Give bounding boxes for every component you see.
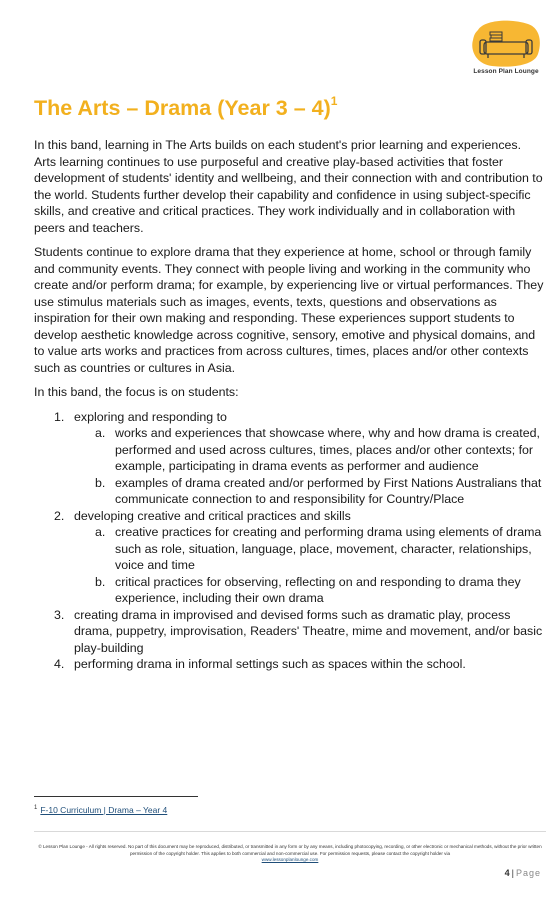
logo — [470, 20, 542, 82]
sub-list-letter: b. — [95, 574, 106, 589]
copyright-text: © Lesson Plan Lounge - All rights reserved. No part of this document may be reproduced, distributed, or transmitted in any form or by any means, including photocopying, recording, or other electronic or mechanical methods, without the prior written permission of the copyright holder. This applies to both commercial and non-commercial use. For permission requests, please contact the copyright holder via — [38, 844, 542, 856]
list-number: 1. — [54, 409, 65, 424]
sub-list — [74, 425, 544, 508]
paragraph-focus: In this band, the focus is on students: — [34, 385, 239, 399]
list-item — [34, 607, 544, 657]
title-footnote-marker[interactable]: 1 — [330, 94, 338, 108]
body-text — [34, 137, 544, 673]
footnote-marker: 1 — [34, 805, 38, 812]
list-item-text: exploring and responding to — [74, 409, 227, 424]
list-item-text: performing drama in informal settings such as spaces within the school. — [74, 657, 466, 671]
list-number: 2. — [54, 508, 65, 523]
list-item — [34, 409, 544, 508]
sub-list-item-text: examples of drama created and/or performed by First Nations Australians that communicate connection to and responsibility for Country/Place — [115, 475, 542, 506]
sub-list-item-text: works and experiences that showcase where, why and how drama is created, performed and used across cultures, times, places and/or other contexts; for example, participating in drama events as performer and audience — [115, 426, 540, 473]
footer-divider — [34, 831, 546, 832]
page-number — [505, 868, 541, 878]
list-item-text: developing creative and critical practices and skills — [74, 508, 351, 523]
list-item — [34, 656, 544, 673]
sub-list-item — [74, 574, 544, 607]
sub-list-item — [74, 475, 544, 508]
sub-list-item-text: creative practices for creating and performing drama using elements of drama such as role, situation, language, place, movement, character, relationships, voice and time — [115, 525, 542, 572]
sub-list-letter: a. — [95, 525, 106, 539]
sub-list-item — [74, 524, 544, 574]
title-text: The Arts – Drama (Year 3 – 4) — [34, 96, 331, 121]
list-number: 4. — [54, 657, 65, 671]
list-item-text: creating drama in improvised and devised forms such as dramatic play, process drama, puppetry, improvisation, Readers' Theatre, mime and movement, and/or basic play-building — [74, 607, 543, 655]
page-label: Page — [515, 868, 541, 878]
copyright-notice — [34, 844, 546, 864]
list-number: 3. — [54, 607, 65, 622]
footnote-link[interactable]: F-10 Curriculum | Drama – Year 4 — [40, 805, 168, 815]
sub-list-letter: a. — [95, 426, 106, 440]
logo-text: Lesson Plan Lounge — [473, 68, 539, 75]
page-number-value: 4 — [504, 868, 510, 878]
copyright-link[interactable]: www.lessonplanlounge.com — [261, 857, 319, 863]
paragraph-intro: In this band, learning in The Arts builds on each student's prior learning and experiences. Arts learning continues to use purposeful and creative play-based activities that foster development of students' identity and wellbeing, and their connection with and contribution to the world. Students further develop their capability and confidence in using subject-specific skills, and creative and critical practices. They work individually and in collaboration with peers and teachers. — [34, 138, 543, 235]
sub-list-item — [74, 425, 544, 475]
list-item — [34, 508, 544, 607]
footnote-divider — [34, 796, 198, 797]
sub-list-letter: b. — [95, 475, 106, 490]
sub-list-item-text: critical practices for observing, reflecting on and responding to drama they experience, including their own drama — [115, 574, 521, 605]
page-number-separator: | — [511, 868, 514, 878]
paragraph-explore: Students continue to explore drama that they experience at home, school or through family and community events. They connect with people living and working in the community who create and/or perform drama; for example, by experiencing live or virtual performances. They use stimulus materials such as images, events, texts, questions and observations as inspiration for their own making and responding. These experiences support students to develop aesthetic knowledge across cognitive, sensory, emotive and physical domains, and to value arts works and practices from across cultures, times, places and/or other contexts such as countries or cultures in Asia. — [34, 245, 544, 375]
footnote — [34, 805, 167, 815]
page-title — [34, 96, 337, 121]
focus-list — [34, 409, 544, 673]
sofa-logo-icon — [470, 20, 542, 68]
sub-list — [74, 524, 544, 607]
